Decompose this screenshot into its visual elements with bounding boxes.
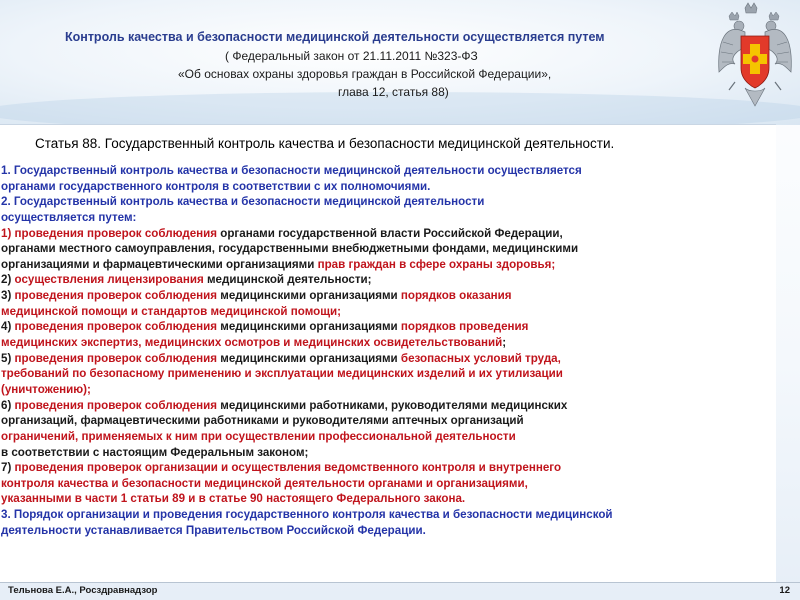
article-text-segment: организациями и фармацевтическими организациями <box>1 257 318 271</box>
article-text-segment: медицинской деятельности; <box>206 273 372 287</box>
page-number: 12 <box>779 585 790 596</box>
article-text-segment: осуществляется путем: <box>1 210 137 224</box>
law-reference: ( Федеральный закон от 21.11.2011 №323-ФЗ <box>225 49 478 63</box>
article-line <box>1 272 776 288</box>
article-line <box>1 491 776 507</box>
law-chapter: глава 12, статья 88) <box>338 85 449 99</box>
article-line <box>1 460 776 476</box>
article-text-segment: проведения проверок соблюдения <box>14 289 221 303</box>
article-line <box>1 382 776 398</box>
article-text-segment: деятельности устанавливается Правительством Российской Федерации. <box>1 523 426 537</box>
article-text-segment: проведения проверок соблюдения <box>14 351 221 365</box>
roszdravnadzor-emblem-icon <box>715 2 795 120</box>
article-line <box>1 523 776 539</box>
article-text-segment: медицинскими работниками, руководителями медицинских <box>220 398 568 412</box>
article-line <box>1 351 776 367</box>
article-text-segment: 5) <box>1 351 15 365</box>
article-text-segment: 4) <box>1 320 15 334</box>
article-text-segment: органами государственного контроля в соответствии с их полномочиями. <box>1 179 431 193</box>
article-line <box>1 194 776 210</box>
article-text-segment: требований по безопасному применению и эксплуатации медицинских изделий и их утилизации <box>1 367 563 381</box>
article-line <box>1 335 776 351</box>
article-text-segment: медицинскими организациями <box>220 289 401 303</box>
article-line <box>1 398 776 414</box>
article-line <box>1 304 776 320</box>
article-line <box>1 210 776 226</box>
article-line <box>1 366 776 382</box>
article-line <box>1 226 776 242</box>
article-text-segment: 7) <box>1 461 15 475</box>
article-text-segment: проведения проверок соблюдения <box>14 320 221 334</box>
article-text-segment: медицинской помощи и стандартов медицинской помощи; <box>1 304 341 318</box>
slide-title: Контроль качества и безопасности медицинской деятельности осуществляется путем <box>65 30 605 44</box>
article-text-segment: проведения проверок организации и осуществления ведомственного контроля и внутреннего <box>14 461 562 475</box>
law-name: «Об основах охраны здоровья граждан в Российской Федерации», <box>178 67 552 81</box>
article-text-segment: органами государственной власти Российской Федерации, <box>220 226 563 240</box>
article-line <box>1 241 776 257</box>
article-text-segment: прав граждан в сфере охраны здоровья; <box>317 257 556 271</box>
article-text-segment: 1) проведения проверок соблюдения <box>1 226 221 240</box>
article-line <box>1 257 776 273</box>
article-text-segment: 2) <box>1 273 15 287</box>
article-text-segment: 1. Государственный контроль качества и безопасности медицинской деятельности осуществляется <box>1 164 582 177</box>
article-body <box>1 163 776 538</box>
article-text-segment: проведения проверок соблюдения <box>14 398 221 412</box>
article-text-segment: порядков оказания <box>400 289 512 303</box>
article-text-segment: осуществления лицензирования <box>14 273 207 287</box>
article-text-segment: 3) <box>1 289 15 303</box>
article-text-segment: медицинскими организациями <box>220 320 401 334</box>
footer-divider <box>0 582 800 583</box>
article-line <box>1 476 776 492</box>
article-text-segment: 6) <box>1 398 15 412</box>
article-text-segment: 2. Государственный контроль качества и безопасности медицинской деятельности <box>1 195 485 209</box>
article-line <box>1 429 776 445</box>
article-line <box>1 413 776 429</box>
article-text-segment: в соответствии с настоящим Федеральным законом; <box>1 445 309 459</box>
footer-author: Тельнова Е.А., Росздравнадзор <box>8 585 158 596</box>
article-text-segment: организаций, фармацевтическими работниками и руководителями аптечных организаций <box>1 414 524 428</box>
article-line <box>1 445 776 461</box>
article-text-segment: ограничений, применяемых к ним при осуществлении профессиональной деятельности <box>1 429 516 443</box>
article-heading: Статья 88. Государственный контроль качества и безопасности медицинской деятельности. <box>35 136 615 151</box>
article-line <box>1 288 776 304</box>
article-text-segment: контроля качества и безопасности медицинской деятельности органами и организациями, <box>1 476 528 490</box>
article-line <box>1 507 776 523</box>
article-text-segment: медицинских экспертиз, медицинских осмотров и медицинских освидетельствований <box>1 336 503 350</box>
article-text-segment: указанными в части 1 статьи 89 и в статье 90 настоящего Федерального закона. <box>1 492 466 506</box>
article-text-segment: безопасных условий труда, <box>400 351 561 365</box>
article-text-segment: 3. Порядок организации и проведения государственного контроля качества и безопасности медицинской <box>1 508 613 522</box>
article-text-segment: органами местного самоуправления, государственными внебюджетными фондами, медицинскими <box>1 242 579 256</box>
article-text-segment: (уничтожению); <box>1 382 91 396</box>
article-line <box>1 319 776 335</box>
article-text-segment: порядков проведения <box>400 320 529 334</box>
article-line <box>1 163 776 179</box>
article-text-segment: ; <box>502 336 507 350</box>
article-line <box>1 179 776 195</box>
article-text-segment: медицинскими организациями <box>220 351 401 365</box>
